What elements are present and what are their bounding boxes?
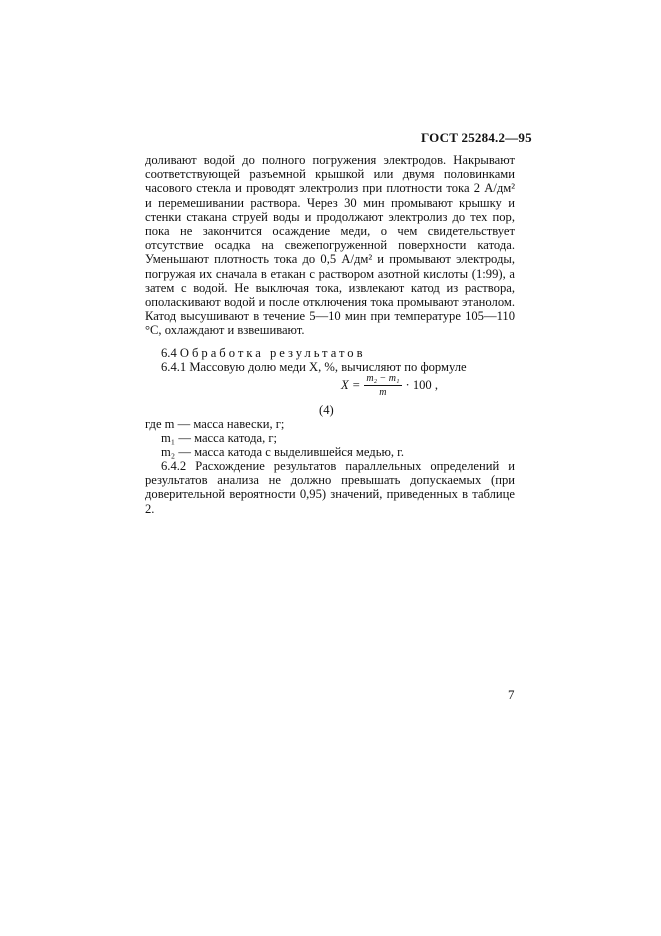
clause-6-4-2: 6.4.2 Расхождение результатов параллельных определений и результатов анализа не должно превышать допускаемых (при доверительной вероятности 0,95) значений, приведенных в таблице 2.	[145, 459, 515, 516]
formula-rhs: · 100 ,	[405, 378, 439, 392]
document-header: ГОСТ 25284.2—95	[421, 130, 532, 145]
formula-numerator: m₂ − m₁	[366, 373, 400, 384]
formula-denominator: m	[379, 387, 387, 398]
formula-fraction	[364, 373, 401, 398]
where-line-1: где m — масса навески, г;	[145, 417, 285, 431]
formula-lhs: X =	[341, 378, 361, 392]
equation-number: (4)	[319, 403, 334, 417]
section-number: 6.4	[161, 346, 177, 360]
clause-6-4-1: 6.4.1 Массовую долю меди X, %, вычисляют по формуле	[161, 360, 467, 374]
formula	[341, 373, 438, 398]
section-title: Обработка результатов	[179, 346, 366, 360]
where-line-3: m₂ — масса катода с выделившейся медью, г.	[161, 445, 405, 459]
where-line-2: m₁ — масса катода, г;	[161, 431, 278, 445]
page-number: 7	[508, 687, 515, 702]
paragraph-electrolysis: доливают водой до полного погружения электродов. Накрывают соответствующей разъемной крышкой или двумя половинками часового стекла и проводят электролиз при плотности тока 2 А/дм² и перемешивании раствора. Через 30 мин промывают крышку и стенки стакана струей воды и продолжают электролиз до тех пор, пока не закончится осаждение меди, о чем свидетельствует отсутствие осадка на свежепогруженной поверхности катода. Уменьшают плотность тока до 0,5 А/дм² и промывают электроды, погружая их сначала в етакан с раствором азотной кислоты (1:99), а затем с водой. Не выключая тока, извлекают катод из раствора, ополаскивают водой и после отключения тока промывают этанолом. Катод высушивают в течение 5—10 мин при температуре 105—110 °С, охлаждают и взвешивают.	[145, 153, 515, 338]
section-heading	[161, 346, 366, 360]
